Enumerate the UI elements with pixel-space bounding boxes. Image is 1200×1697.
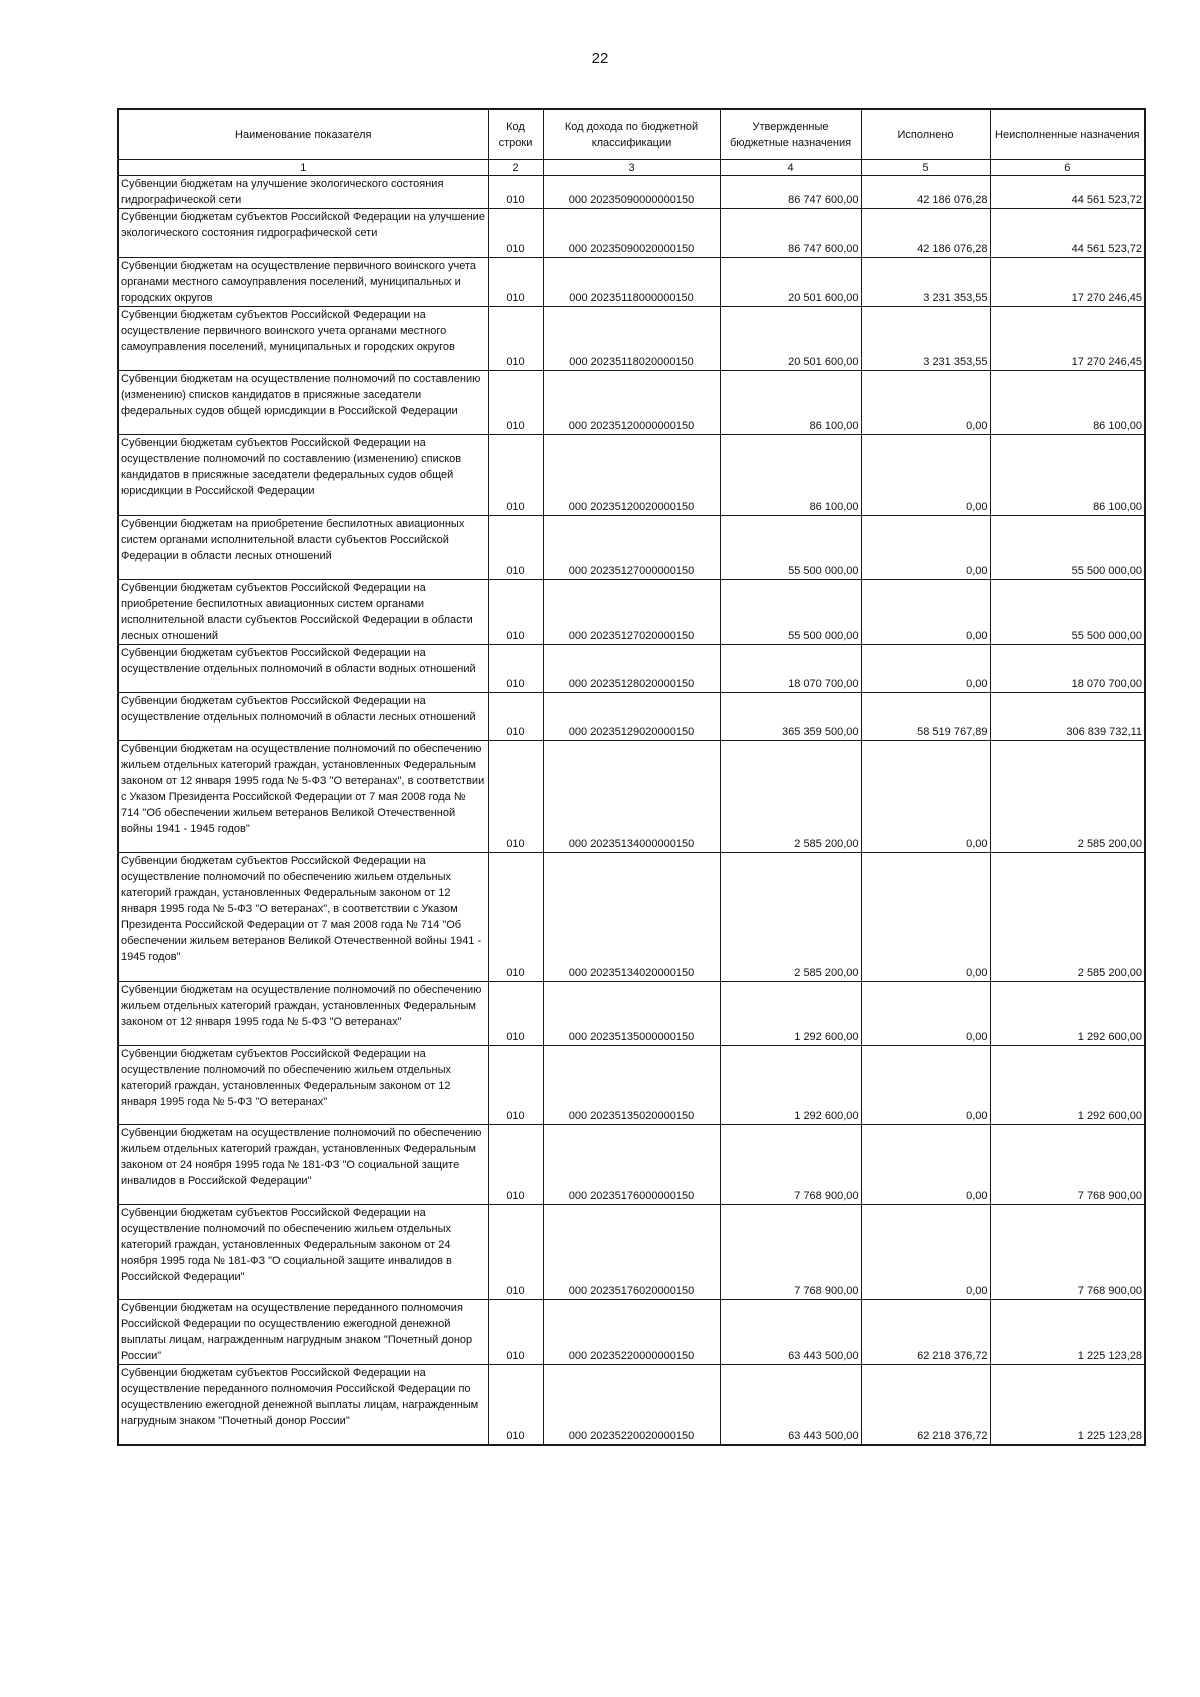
row-name-cell: Субвенции бюджетам на улучшение экологического состояния гидрографической сети — [118, 176, 488, 209]
row-unexecuted-cell: 44 561 523,72 — [990, 209, 1145, 258]
row-line-code-cell: 010 — [488, 580, 543, 645]
row-executed-cell: 0,00 — [861, 1046, 990, 1125]
row-income-code-cell: 000 20235127020000150 — [543, 580, 720, 645]
table-row — [118, 435, 1145, 516]
row-line-code-cell: 010 — [488, 307, 543, 371]
column-number: 1 — [118, 160, 488, 176]
table-row — [118, 516, 1145, 580]
row-income-code-cell: 000 20235134020000150 — [543, 853, 720, 982]
row-approved-cell: 86 100,00 — [720, 435, 861, 516]
row-name-cell: Субвенции бюджетам субъектов Российской Федерации на осуществление отдельных полномочий в области водных отношений — [118, 645, 488, 693]
row-income-code-cell: 000 20235176000000150 — [543, 1125, 720, 1205]
row-unexecuted-cell: 7 768 900,00 — [990, 1205, 1145, 1300]
row-approved-cell: 365 359 500,00 — [720, 693, 861, 741]
table-row — [118, 307, 1145, 371]
row-unexecuted-cell: 1 225 123,28 — [990, 1300, 1145, 1365]
row-income-code-cell: 000 20235134000000150 — [543, 741, 720, 853]
row-name-cell: Субвенции бюджетам субъектов Российской Федерации на осуществление полномочий по составлению (изменению) списков кандидатов в присяжные заседатели федеральных судов общей юрисдикции в Российской Федерации — [118, 435, 488, 516]
row-approved-cell: 55 500 000,00 — [720, 516, 861, 580]
row-name-cell: Субвенции бюджетам субъектов Российской Федерации на осуществление переданного полномочия Российской Федерации по осуществлению ежегодной денежной выплаты лицам, награжденным нагрудным знаком "Почетный донор России" — [118, 1365, 488, 1445]
column-number-row — [118, 160, 1145, 176]
row-executed-cell: 0,00 — [861, 516, 990, 580]
row-approved-cell: 20 501 600,00 — [720, 307, 861, 371]
row-executed-cell: 0,00 — [861, 982, 990, 1046]
table-row — [118, 1365, 1145, 1445]
table-body — [118, 176, 1145, 1445]
row-approved-cell: 20 501 600,00 — [720, 258, 861, 307]
row-name-cell: Субвенции бюджетам субъектов Российской Федерации на осуществление полномочий по обеспечению жильем отдельных категорий граждан, установленных Федеральным законом от 12 января 1995 года № 5-ФЗ "О ветеранах" — [118, 1046, 488, 1125]
row-line-code-cell: 010 — [488, 1300, 543, 1365]
table-row — [118, 1300, 1145, 1365]
row-approved-cell: 86 100,00 — [720, 371, 861, 435]
row-name-cell: Субвенции бюджетам на осуществление полномочий по обеспечению жильем отдельных категорий граждан, установленных Федеральным законом от 12 января 1995 года № 5-ФЗ "О ветеранах" — [118, 982, 488, 1046]
row-executed-cell: 0,00 — [861, 1125, 990, 1205]
header-cell-name: Наименование показателя — [118, 109, 488, 160]
row-income-code-cell: 000 20235127000000150 — [543, 516, 720, 580]
row-line-code-cell: 010 — [488, 741, 543, 853]
table-row — [118, 176, 1145, 209]
table-row — [118, 741, 1145, 853]
row-line-code-cell: 010 — [488, 209, 543, 258]
header-row — [118, 109, 1145, 160]
row-executed-cell: 3 231 353,55 — [861, 258, 990, 307]
row-executed-cell: 0,00 — [861, 371, 990, 435]
row-line-code-cell: 010 — [488, 371, 543, 435]
table-row — [118, 1125, 1145, 1205]
row-unexecuted-cell: 1 292 600,00 — [990, 982, 1145, 1046]
row-unexecuted-cell: 55 500 000,00 — [990, 580, 1145, 645]
row-name-cell: Субвенции бюджетам на осуществление полномочий по обеспечению жильем отдельных категорий граждан, установленных Федеральным законом от 24 ноября 1995 года № 181-ФЗ "О социальной защите инвалидов в Российской Федерации" — [118, 1125, 488, 1205]
row-unexecuted-cell: 55 500 000,00 — [990, 516, 1145, 580]
row-executed-cell: 3 231 353,55 — [861, 307, 990, 371]
row-approved-cell: 63 443 500,00 — [720, 1300, 861, 1365]
row-unexecuted-cell: 17 270 246,45 — [990, 307, 1145, 371]
row-name-cell: Субвенции бюджетам субъектов Российской Федерации на приобретение беспилотных авиационных систем органами исполнительной власти субъектов Российской Федерации в области лесных отношений — [118, 580, 488, 645]
row-executed-cell: 42 186 076,28 — [861, 209, 990, 258]
page-number: 22 — [591, 50, 609, 67]
row-line-code-cell: 010 — [488, 853, 543, 982]
row-income-code-cell: 000 20235135020000150 — [543, 1046, 720, 1125]
row-income-code-cell: 000 20235090020000150 — [543, 209, 720, 258]
row-income-code-cell: 000 20235128020000150 — [543, 645, 720, 693]
row-line-code-cell: 010 — [488, 1046, 543, 1125]
row-approved-cell: 7 768 900,00 — [720, 1205, 861, 1300]
row-executed-cell: 58 519 767,89 — [861, 693, 990, 741]
row-line-code-cell: 010 — [488, 645, 543, 693]
row-executed-cell: 0,00 — [861, 853, 990, 982]
row-name-cell: Субвенции бюджетам на осуществление переданного полномочия Российской Федерации по осуществлению ежегодной денежной выплаты лицам, награжденным нагрудным знаком "Почетный донор России" — [118, 1300, 488, 1365]
row-approved-cell: 86 747 600,00 — [720, 209, 861, 258]
row-name-cell: Субвенции бюджетам на приобретение беспилотных авиационных систем органами исполнительной власти субъектов Российской Федерации в области лесных отношений — [118, 516, 488, 580]
row-line-code-cell: 010 — [488, 176, 543, 209]
table-row — [118, 645, 1145, 693]
row-unexecuted-cell: 306 839 732,11 — [990, 693, 1145, 741]
row-approved-cell: 55 500 000,00 — [720, 580, 861, 645]
row-executed-cell: 0,00 — [861, 580, 990, 645]
row-income-code-cell: 000 20235120020000150 — [543, 435, 720, 516]
row-name-cell: Субвенции бюджетам субъектов Российской Федерации на осуществление полномочий по обеспечению жильем отдельных категорий граждан, установленных Федеральным законом от 24 ноября 1995 года № 181-ФЗ "О социальной защите инвалидов в Российской Федерации" — [118, 1205, 488, 1300]
budget-report-table — [117, 108, 1146, 1446]
row-unexecuted-cell: 86 100,00 — [990, 371, 1145, 435]
row-income-code-cell: 000 20235090000000150 — [543, 176, 720, 209]
table-row — [118, 693, 1145, 741]
row-unexecuted-cell: 17 270 246,45 — [990, 258, 1145, 307]
row-line-code-cell: 010 — [488, 1365, 543, 1445]
row-income-code-cell: 000 20235129020000150 — [543, 693, 720, 741]
header-cell-line-code: Код строки — [488, 109, 543, 160]
row-approved-cell: 63 443 500,00 — [720, 1365, 861, 1445]
row-line-code-cell: 010 — [488, 982, 543, 1046]
row-unexecuted-cell: 18 070 700,00 — [990, 645, 1145, 693]
row-income-code-cell: 000 20235220000000150 — [543, 1300, 720, 1365]
table-row — [118, 1046, 1145, 1125]
table-row — [118, 1205, 1145, 1300]
table-row — [118, 258, 1145, 307]
row-approved-cell: 7 768 900,00 — [720, 1125, 861, 1205]
row-name-cell: Субвенции бюджетам на осуществление первичного воинского учета органами местного самоуправления поселений, муниципальных и городских округов — [118, 258, 488, 307]
row-executed-cell: 0,00 — [861, 645, 990, 693]
row-unexecuted-cell: 1 225 123,28 — [990, 1365, 1145, 1445]
row-executed-cell: 62 218 376,72 — [861, 1300, 990, 1365]
row-approved-cell: 86 747 600,00 — [720, 176, 861, 209]
header-cell-income-code: Код дохода по бюджетной классификации — [543, 109, 720, 160]
row-approved-cell: 2 585 200,00 — [720, 853, 861, 982]
row-line-code-cell: 010 — [488, 516, 543, 580]
row-executed-cell: 42 186 076,28 — [861, 176, 990, 209]
row-unexecuted-cell: 86 100,00 — [990, 435, 1145, 516]
row-executed-cell: 0,00 — [861, 435, 990, 516]
row-income-code-cell: 000 20235120000000150 — [543, 371, 720, 435]
row-income-code-cell: 000 20235118000000150 — [543, 258, 720, 307]
table-row — [118, 853, 1145, 982]
row-unexecuted-cell: 7 768 900,00 — [990, 1125, 1145, 1205]
row-income-code-cell: 000 20235118020000150 — [543, 307, 720, 371]
row-executed-cell: 62 218 376,72 — [861, 1365, 990, 1445]
row-name-cell: Субвенции бюджетам субъектов Российской Федерации на улучшение экологического состояния гидрографической сети — [118, 209, 488, 258]
row-executed-cell: 0,00 — [861, 741, 990, 853]
row-unexecuted-cell: 2 585 200,00 — [990, 741, 1145, 853]
row-name-cell: Субвенции бюджетам субъектов Российской Федерации на осуществление первичного воинского учета органами местного самоуправления поселений, муниципальных и городских округов — [118, 307, 488, 371]
row-approved-cell: 1 292 600,00 — [720, 982, 861, 1046]
row-unexecuted-cell: 1 292 600,00 — [990, 1046, 1145, 1125]
column-number: 5 — [861, 160, 990, 176]
row-executed-cell: 0,00 — [861, 1205, 990, 1300]
table-row — [118, 580, 1145, 645]
row-line-code-cell: 010 — [488, 258, 543, 307]
row-income-code-cell: 000 20235135000000150 — [543, 982, 720, 1046]
row-income-code-cell: 000 20235220020000150 — [543, 1365, 720, 1445]
row-line-code-cell: 010 — [488, 1205, 543, 1300]
row-unexecuted-cell: 44 561 523,72 — [990, 176, 1145, 209]
header-cell-unexecuted: Неисполненные назначения — [990, 109, 1145, 160]
table-row — [118, 209, 1145, 258]
row-approved-cell: 18 070 700,00 — [720, 645, 861, 693]
header-cell-executed: Исполнено — [861, 109, 990, 160]
table-row — [118, 982, 1145, 1046]
column-number: 4 — [720, 160, 861, 176]
row-name-cell: Субвенции бюджетам на осуществление полномочий по составлению (изменению) списков кандидатов в присяжные заседатели федеральных судов общей юрисдикции в Российской Федерации — [118, 371, 488, 435]
row-name-cell: Субвенции бюджетам субъектов Российской Федерации на осуществление отдельных полномочий в области лесных отношений — [118, 693, 488, 741]
row-line-code-cell: 010 — [488, 693, 543, 741]
row-approved-cell: 1 292 600,00 — [720, 1046, 861, 1125]
row-name-cell: Субвенции бюджетам на осуществление полномочий по обеспечению жильем отдельных категорий граждан, установленных Федеральным законом от 12 января 1995 года № 5-ФЗ "О ветеранах", в соответствии с Указом Президента Российской Федерации от 7 мая 2008 года № 714 "Об обеспечении жильем ветеранов Великой Отечественной войны 1941 - 1945 годов" — [118, 741, 488, 853]
row-income-code-cell: 000 20235176020000150 — [543, 1205, 720, 1300]
column-number: 6 — [990, 160, 1145, 176]
row-approved-cell: 2 585 200,00 — [720, 741, 861, 853]
row-line-code-cell: 010 — [488, 1125, 543, 1205]
column-number: 2 — [488, 160, 543, 176]
table-row — [118, 371, 1145, 435]
row-unexecuted-cell: 2 585 200,00 — [990, 853, 1145, 982]
row-name-cell: Субвенции бюджетам субъектов Российской Федерации на осуществление полномочий по обеспечению жильем отдельных категорий граждан, установленных Федеральным законом от 12 января 1995 года № 5-ФЗ "О ветеранах", в соответствии с Указом Президента Российской Федерации от 7 мая 2008 года № 714 "Об обеспечении жильем ветеранов Великой Отечественной войны 1941 - 1945 годов" — [118, 853, 488, 982]
header-cell-approved: Утвержденные бюджетные назначения — [720, 109, 861, 160]
row-line-code-cell: 010 — [488, 435, 543, 516]
column-number: 3 — [543, 160, 720, 176]
